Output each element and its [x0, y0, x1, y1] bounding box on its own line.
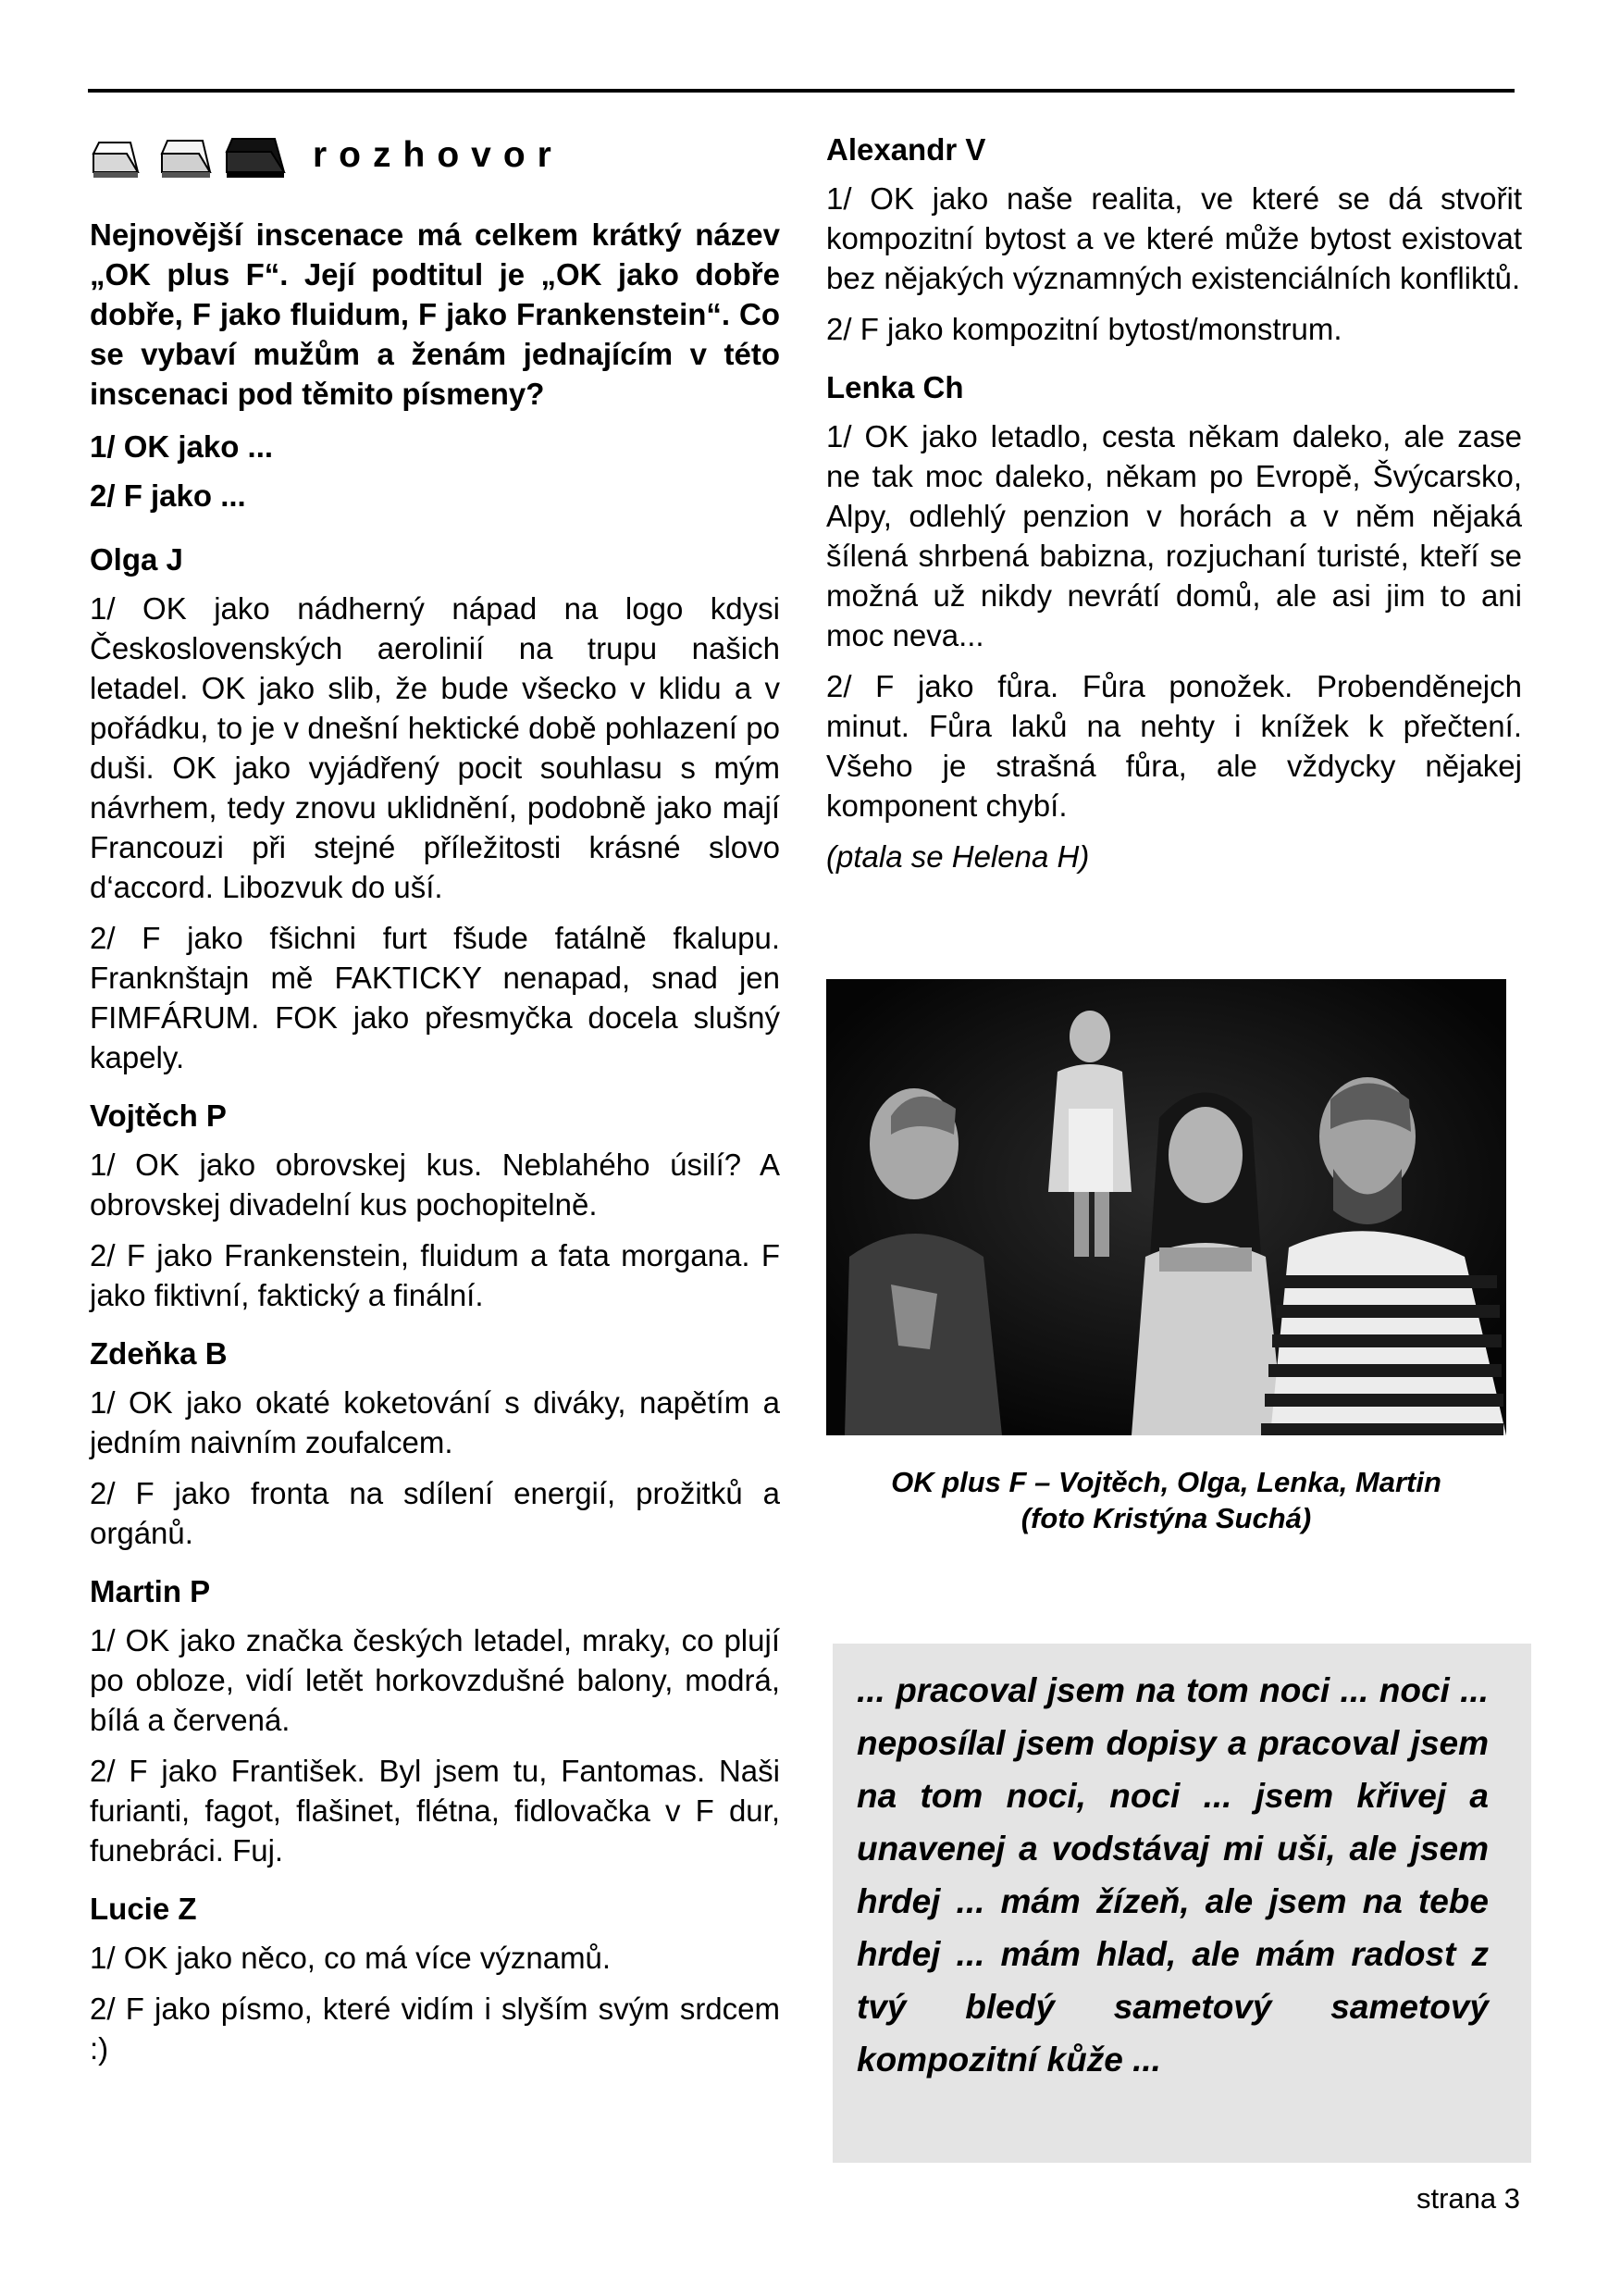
right-column	[826, 130, 1522, 876]
cast-photo	[826, 979, 1506, 1435]
answer-paragraph: 1/ OK jako letadlo, cesta někam daleko, ale zase ne tak moc daleko, někam po Evropě, Švýcarsko, Alpy, odlehlý penzion v horách a v něm nějaká šílená shrbená babizna, rozjuchaní turisté, kteří se možná už nikdy nevrátí domů, ale asi jim to ani moc neva...	[826, 419, 1522, 652]
answer-paragraph: 2/ F jako František. Byl jsem tu, Fantomas. Naši furianti, fagot, flašinet, flétna, fidlovačka v F dur, funebráci. Fuj.	[90, 1754, 780, 1868]
top-rule	[88, 89, 1515, 93]
answer-paragraph: 1/ OK jako obrovskej kus. Neblahého úsilí? A obrovskej divadelní kus pochopitelně.	[90, 1148, 780, 1222]
interviewer-signature: (ptala se Helena H)	[826, 839, 1090, 874]
intro-question: Nejnovější inscenace má celkem krátký název „OK plus F“. Její podtitul je „OK jako dobře dobře, F jako fluidum, F jako Frankenstein“. Co se vybaví mužům a ženám jednajícím v této inscenaci pod těmito písmeny?	[90, 217, 780, 411]
respondent-name: Alexandr V	[826, 132, 986, 167]
respondent-name: Martin P	[90, 1574, 211, 1608]
prompt-f: 2/ F jako ...	[90, 478, 246, 513]
answer-paragraph: 2/ F jako kompozitní bytost/monstrum.	[826, 312, 1342, 346]
answer-paragraph: 2/ F jako Frankenstein, fluidum a fata morgana. F jako fiktivní, faktický a finální.	[90, 1238, 780, 1312]
answer-paragraph: 1/ OK jako něco, co má více významů.	[90, 1941, 612, 1975]
photo-caption-credit: (foto Kristýna Suchá)	[1020, 1502, 1312, 1534]
answer-paragraph: 2/ F jako písmo, které vidím i slyším svým srdcem :)	[90, 1992, 780, 2066]
respondent-name: Olga J	[90, 542, 183, 577]
cast-photo-illustration	[826, 979, 1506, 1435]
answer-paragraph: 2/ F jako fšichni furt fšude fatálně fkalupu. Franknštajn mě FAKTICKY nenapad, snad jen FIMFÁRUM. FOK jako přesmyčka docela slušný kapely.	[90, 921, 780, 1074]
answer-paragraph: 2/ F jako fronta na sdílení energií, prožitků a orgánů.	[90, 1476, 780, 1550]
left-column	[90, 130, 780, 2079]
respondent-name: Vojtěch P	[90, 1098, 227, 1133]
photo-caption-title: OK plus F – Vojtěch, Olga, Lenka, Martin	[891, 1466, 1441, 1498]
quote-box	[833, 1644, 1531, 2163]
answer-paragraph: 1/ OK jako značka českých letadel, mraky, co plují po obloze, vidí letět horkovzdušné balony, modrá, bílá a červená.	[90, 1623, 780, 1737]
page-number: strana 3	[1416, 2182, 1520, 2215]
answer-paragraph: 1/ OK jako nádherný nápad na logo kdysi Československých aerolinií na trupu našich letadel. OK jako slib, že bude všecko v klidu a v pořádku, to je v dnešní hektické době pohlazení po duši. OK jako vyjádřený pocit souhlasu s mým návrhem, tedy znovu uklidnění, podobně jako mají Francouzi při stejné příležitosti krásné slovo d‘accord. Libozvuk do uší.	[90, 591, 780, 904]
section-title: rozhovor	[313, 135, 563, 175]
answer-paragraph: 1/ OK jako okaté koketování s diváky, napětím a jedním naivním zoufalcem.	[90, 1385, 780, 1459]
respondent-name: Lucie Z	[90, 1892, 197, 1926]
prompt-ok: 1/ OK jako ...	[90, 429, 274, 464]
quote-text: ... pracoval jsem na tom noci ... noci ... neposílal jsem dopisy a pracoval jsem na tom noci, noci ... jsem křivej a unavenej a vodstávaj mi uši, ale jsem hrdej ... mám žízeň, ale jsem na tebe hrdej ... mám hlad, ale mám radost z tvý bledý sametový sametový kompozitní kůže ...	[857, 1671, 1489, 2079]
respondent-name: Lenka Ch	[826, 370, 964, 404]
answer-paragraph: 1/ OK jako naše realita, ve které se dá stvořit kompozitní bytost a ve které může bytost existovat bez nějakých významných existenciálních konfliktů.	[826, 181, 1522, 295]
answer-paragraph: 2/ F jako fůra. Fůra ponožek. Probenděnejch minut. Fůra laků na nehty i knížek k přečtení. Všeho je strašná fůra, ale vždycky nějakej komponent chybí.	[826, 669, 1522, 823]
photo-caption	[826, 1464, 1506, 1536]
respondent-name: Zdeňka B	[90, 1336, 228, 1371]
section-header	[90, 130, 780, 185]
monitors-icon	[90, 135, 296, 180]
